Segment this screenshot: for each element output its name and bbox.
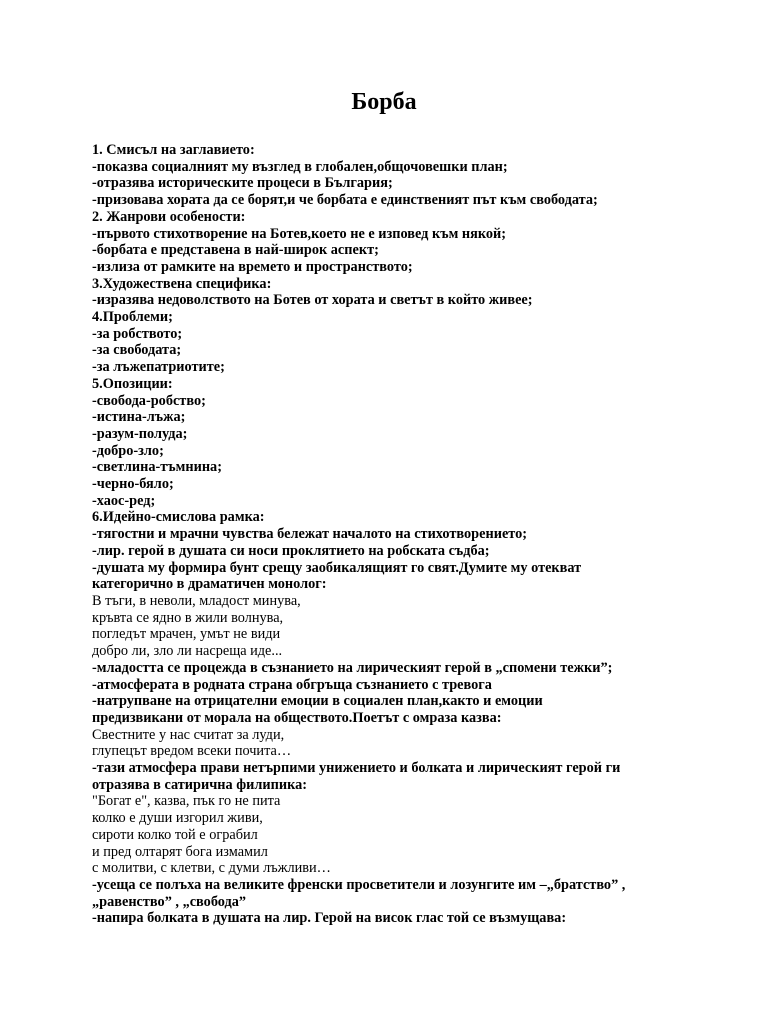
text-line-bold: -истина-лъжа; xyxy=(92,409,186,426)
text-line-bold: -изразява недоволството на Ботев от хората и светът в който живее; xyxy=(92,292,533,309)
text-line-bold: -показва социалният му възглед в глобален,общочовешки план; xyxy=(92,158,508,175)
text-line-bold: „равенство” , „свобода” xyxy=(92,893,247,910)
text-line-bold: 3.Художествена специфика: xyxy=(92,275,272,292)
text-line-verse: с молитви, с клетви, с думи лъжливи… xyxy=(92,860,331,877)
text-line-bold: 2. Жанрови особености: xyxy=(92,208,246,225)
text-line-verse: сироти колко той е ограбил xyxy=(92,826,258,843)
text-line-bold: -отразява историческите процеси в България; xyxy=(92,175,393,192)
text-line-bold: -лир. герой в душата си носи проклятието на робската съдба; xyxy=(92,542,490,559)
text-line-bold: -душата му формира бунт срещу заобикалящият го свят.Думите му отекват xyxy=(92,559,582,576)
document-title: Борба xyxy=(351,89,417,115)
text-line-verse: колко е души изгорил живи, xyxy=(92,810,263,827)
text-line-bold: -черно-бяло; xyxy=(92,476,174,493)
text-line-verse: добро ли, зло ли насреща иде... xyxy=(92,643,283,660)
text-line-bold: отразява в сатирична филипика: xyxy=(92,776,308,793)
text-line-bold: -борбата е представена в най-широк аспект; xyxy=(92,242,379,259)
text-line-bold: -тягостни и мрачни чувства бележат началото на стихотворението; xyxy=(92,526,528,543)
text-line-bold: -натрупване на отрицателни емоции в социален план,както и емоции xyxy=(92,693,543,710)
text-line-bold: предизвикани от морала на обществото.Поетът с омраза казва: xyxy=(92,709,502,726)
text-line-verse: кръвта се ядно в жили волнува, xyxy=(92,609,284,626)
text-line-bold: 4.Проблеми; xyxy=(92,309,173,326)
text-line-bold: -усеща се полъха на великите френски просветители и лозунгите им –„братство” , xyxy=(92,876,626,893)
text-line-bold: -призовава хората да се борят,и че борбата е единственият път към свободата; xyxy=(92,192,598,209)
text-line-bold: -първото стихотворение на Ботев,което не е изповед към някой; xyxy=(92,225,507,242)
text-line-bold: 6.Идейно-смислова рамка: xyxy=(92,509,265,526)
text-line-bold: 5.Опозиции: xyxy=(92,375,173,392)
text-line-verse: В тъги, в неволи, младост минува, xyxy=(92,592,301,609)
text-line-bold: -добро-зло; xyxy=(92,442,164,459)
text-line-verse: глупецът вредом всеки почита… xyxy=(92,743,292,760)
text-line-bold: -свобода-робство; xyxy=(92,392,206,409)
text-line-bold: -хаос-ред; xyxy=(92,492,156,509)
document-body xyxy=(92,142,692,927)
text-line-bold: -младостта се процежда в съзнанието на лирическият герой в „спомени тежки”; xyxy=(92,659,613,676)
text-line-verse: погледът мрачен, умът не види xyxy=(92,626,281,643)
text-line-bold: категорично в драматичен монолог: xyxy=(92,576,327,593)
text-line-bold: 1. Смисъл на заглавието: xyxy=(92,142,255,158)
text-line-bold: -за робството; xyxy=(92,325,183,342)
text-line-bold: -за лъжепатриотите; xyxy=(92,359,225,376)
text-line-bold: -светлина-тъмнина; xyxy=(92,459,222,476)
text-line-bold: -разум-полуда; xyxy=(92,425,188,442)
text-line-verse: "Богат е", казва, пък го не пита xyxy=(92,793,281,810)
text-line-bold: -тази атмосфера прави нетърпими унижението и болката и лирическият герой ги xyxy=(92,760,621,777)
text-line-verse: Свестните у нас считат за луди, xyxy=(92,726,285,743)
text-line-bold: -атмосферата в родната страна обгръща съзнанието с тревога xyxy=(92,676,492,693)
text-line-bold: -за свободата; xyxy=(92,342,182,359)
text-line-verse: и пред олтарят бога измамил xyxy=(92,843,268,860)
text-line-bold: -напира болката в душата на лир. Герой на висок глас той се възмущава: xyxy=(92,910,567,927)
text-line-bold: -излиза от рамките на времето и пространството; xyxy=(92,258,413,275)
